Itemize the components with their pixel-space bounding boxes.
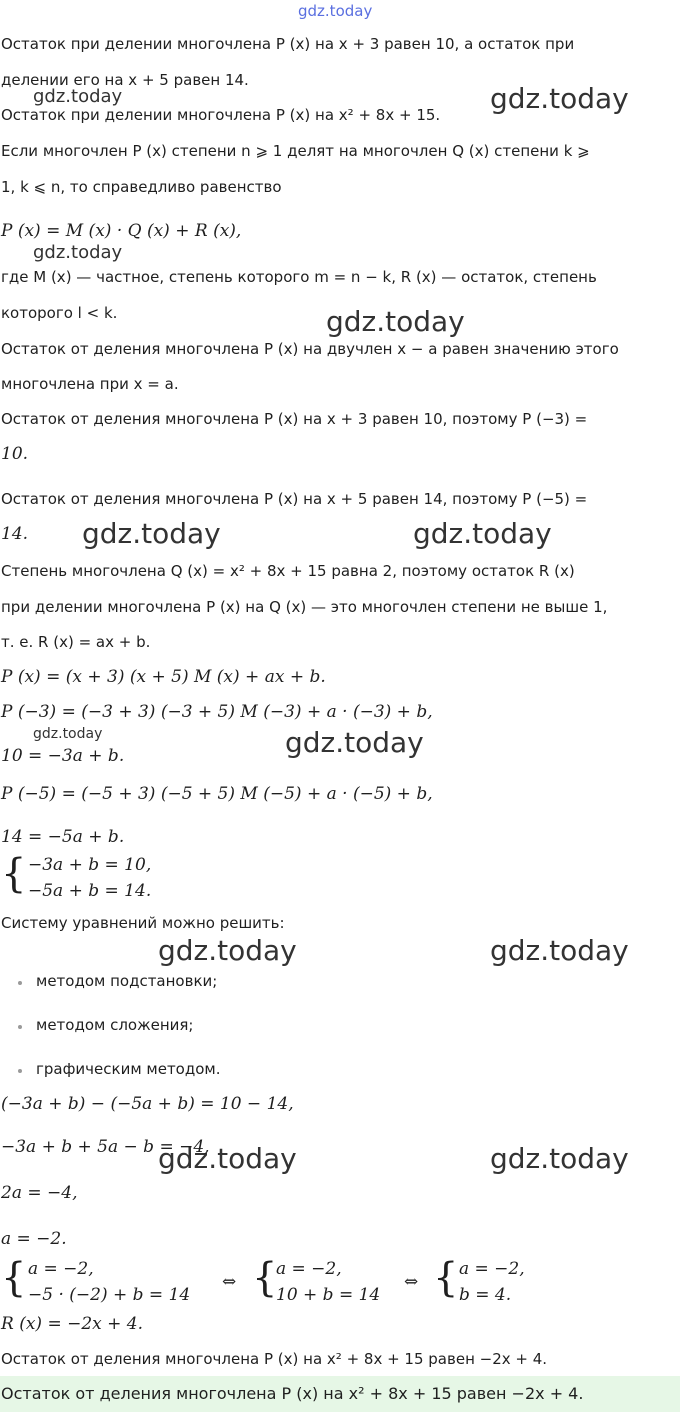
text-line: 14.	[1, 524, 29, 544]
watermark: gdz.today	[490, 82, 629, 115]
brace: {	[433, 1255, 459, 1301]
formula: 10 = −3a + b.	[1, 746, 125, 766]
text-line: 10.	[1, 444, 29, 464]
text-line: Если многочлен P (x) степени n ⩾ 1 делят на многочлен Q (x) степени k ⩾	[1, 142, 590, 160]
list-item: графическим методом.	[36, 1060, 221, 1078]
text-line: Степень многочлена Q (x) = x² + 8x + 15 равна 2, поэтому остаток R (x)	[1, 562, 575, 580]
list-item: методом сложения;	[36, 1016, 194, 1034]
text-line: 1, k ⩽ n, то справедливо равенство	[1, 178, 282, 196]
brace: {	[252, 1255, 278, 1301]
system-eq: 10 + b = 14	[276, 1285, 381, 1305]
text-line: Остаток от деления многочлена P (x) на x² + 8x + 15 равен −2x + 4.	[1, 1350, 548, 1368]
text-line: при делении многочлена P (x) на Q (x) — это многочлен степени не выше 1,	[1, 598, 608, 616]
watermark: gdz.today	[158, 934, 297, 967]
system-eq: a = −2,	[28, 1259, 94, 1279]
bullet-dot	[18, 981, 22, 985]
equivalence-sign: ⇔	[404, 1272, 419, 1292]
text-line: Остаток от деления многочлена P (x) на x + 3 равен 10, поэтому P (−3) =	[1, 410, 588, 428]
equivalence-sign: ⇔	[222, 1272, 237, 1292]
brace: {	[1, 1255, 27, 1301]
watermark: gdz.today	[326, 305, 465, 338]
system-eq: −3a + b = 10,	[28, 855, 152, 875]
watermark: gdz.today	[490, 1142, 629, 1175]
answer-text: Остаток от деления многочлена P (x) на x² + 8x + 15 равен −2x + 4.	[1, 1384, 584, 1403]
text-line: т. е. R (x) = ax + b.	[1, 633, 151, 651]
formula: (−3a + b) − (−5a + b) = 10 − 14,	[1, 1094, 294, 1114]
watermark: gdz.today	[33, 86, 123, 107]
formula: a = −2.	[1, 1229, 67, 1249]
watermark: gdz.today	[413, 517, 552, 550]
bullet-dot	[18, 1025, 22, 1029]
watermark: gdz.today	[490, 934, 629, 967]
formula: 2a = −4,	[1, 1183, 78, 1203]
text-line: Остаток от деления многочлена P (x) на двучлен x − a равен значению этого	[1, 340, 619, 358]
system-eq: b = 4.	[459, 1285, 512, 1305]
text-line: Систему уравнений можно решить:	[1, 914, 285, 932]
formula: P (x) = (x + 3) (x + 5) M (x) + ax + b.	[1, 667, 326, 687]
watermark: gdz.today	[33, 242, 123, 263]
system-eq: −5a + b = 14.	[28, 881, 152, 901]
system-eq: a = −2,	[459, 1259, 525, 1279]
formula: −3a + b + 5a − b = −4,	[1, 1137, 210, 1157]
watermark: gdz.today	[82, 517, 221, 550]
watermark-top: gdz.today	[298, 2, 373, 20]
formula: P (x) = M (x) · Q (x) + R (x),	[1, 221, 242, 241]
bullet-dot	[18, 1069, 22, 1073]
text-line: Остаток от деления многочлена P (x) на x + 5 равен 14, поэтому P (−5) =	[1, 490, 588, 508]
text-line: Остаток при делении многочлена P (x) на x² + 8x + 15.	[1, 106, 441, 124]
formula: P (−3) = (−3 + 3) (−3 + 5) M (−3) + a · (−3) + b,	[1, 702, 433, 722]
list-item: методом подстановки;	[36, 972, 218, 990]
watermark: gdz.today	[158, 1142, 297, 1175]
text-line: делении его на x + 5 равен 14.	[1, 71, 249, 89]
text-line: Остаток при делении многочлена P (x) на x + 3 равен 10, а остаток при	[1, 35, 575, 53]
brace: {	[1, 851, 27, 897]
formula: 14 = −5a + b.	[1, 827, 125, 847]
formula: R (x) = −2x + 4.	[1, 1314, 144, 1334]
answer-box	[0, 1376, 680, 1412]
text-line: которого l < k.	[1, 304, 118, 322]
watermark: gdz.today	[285, 726, 424, 759]
system-eq: a = −2,	[276, 1259, 342, 1279]
watermark: gdz.today	[33, 726, 103, 742]
text-line: где M (x) — частное, степень которого m = n − k, R (x) — остаток, степень	[1, 268, 597, 286]
system-eq: −5 · (−2) + b = 14	[28, 1285, 191, 1305]
formula: P (−5) = (−5 + 3) (−5 + 5) M (−5) + a · (−5) + b,	[1, 784, 433, 804]
text-line: многочлена при x = a.	[1, 375, 179, 393]
